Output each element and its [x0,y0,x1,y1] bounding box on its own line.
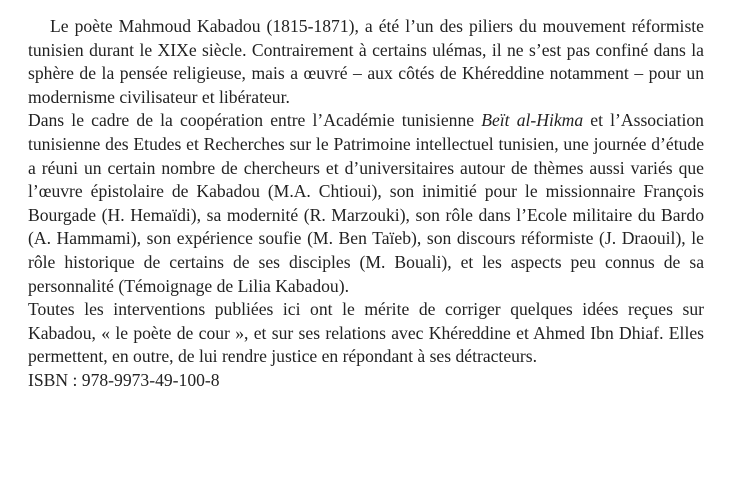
document-body [28,15,704,393]
paragraph-conclusion: Toutes les interventions publiées ici ont le mérite de corriger quelques idées reçues sur Kabadou, « le poète de cour », et sur ses relations avec Khéreddine et Ahmed Ibn Dhiaf. Elles permettent, en outre, de lui rendre justice en répondant à ses détracteurs. [28,299,704,367]
paragraph-intro: Le poète Mahmoud Kabadou (1815-1871), a été l’un des piliers du mouvement réformiste tunisien durant le XIXe siècle. Contrairement à certains ulémas, il ne s’est pas confiné dans la sphère de la pensée religieuse, mais a œuvré – aux côtés de Khéreddine notamment – pour un modernisme civilisateur et libérateur. [28,16,704,107]
paragraph-study-day [28,109,704,298]
paragraph-study-day-after: et l’Association tunisienne des Etudes et Recherches sur le Patrimoine intellectuel tunisien, une journée d’étude a réuni un certain nombre de chercheurs et d’universitaires autour de thèmes aussi variés que l’œuvre épistolaire de Kabadou (M.A. Chtioui), son inimitié pour le missionnaire François Bourgade (H. Hemaïdi), sa modernité (R. Marzouki), son rôle dans l’Ecole militaire du Bardo (A. Hammami), son expérience soufie (M. Ben Taïeb), son discours réformiste (J. Draouil), le rôle historique de certains de ses disciples (M. Bouali), et les aspects peu connus de sa personnalité (Témoignage de Lilia Kabadou). [28,110,704,296]
isbn-line: ISBN : 978-9973-49-100-8 [28,369,220,390]
beit-al-hikma-italic: Beït al-Hikma [481,110,584,131]
paragraph-study-day-before: Dans le cadre de la coopération entre l’Académie tunisienne [28,110,482,131]
